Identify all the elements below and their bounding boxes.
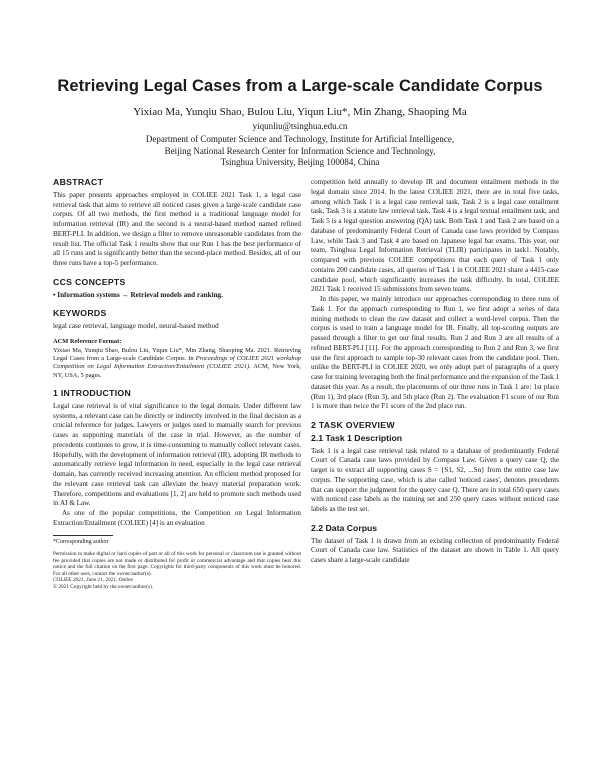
acm-reference-proceedings: Proceedings of COLIEE 2021 workshop Competition on Legal Information Extraction/Entailment (COLIEE 2021). bbox=[53, 354, 301, 371]
acm-reference-tail: ACM, New York, NY, USA, 5 pages. bbox=[53, 363, 301, 379]
permission-notice: Permission to make digital or hard copies of part or all of this work for personal or classroom use is granted without fee provided that copies are not made or distributed for profit or commercial advantage and that copies bear this notice and the full citation on the first page. Copyrights for third-party components of this work must be honored. For all other uses, contact the owner/author(s). bbox=[53, 551, 301, 577]
acm-reference-plain: Yixiao Ma, Yunqiu Shao, Bulou Liu, Yiqun Liu*, Min Zhang, Shaoping Ma. 2021. Retrieving Legal Cases from a Large-scale Candidate Corpus. In bbox=[53, 346, 301, 362]
right-column bbox=[311, 178, 559, 566]
corresponding-author-footnote: *Corresponding author bbox=[53, 538, 109, 545]
affiliation-line: Beijing National Research Center for Information Science and Technology, bbox=[164, 145, 436, 156]
abstract-text: This paper presents approaches employed in COLIEE 2021 Task 1, a legal case retrieval task that aims to retrieve all noticed cases given a large-scale candidate case corpus. Of all two methods, the first method is a traditional language model for information retrieval (IR) and the second is a neural-based method named refined BERT-PLI. In addition, we design a filter to remove unreasonable candidates from the result list. The official Task 1 results show that our Run 1 has the best performance of all 15 runs and is significantly better than the second-place method. Besides, all of our three runs have a top-5 performance. bbox=[53, 190, 301, 267]
author-list: Yixiao Ma, Yunqiu Shao, Bulou Liu, Yiqun Liu*, Min Zhang, Shaoping Ma bbox=[133, 106, 467, 118]
affiliation-line: Department of Computer Science and Technology, Institute for Artificial Intelligence, bbox=[145, 134, 455, 144]
acm-reference-text bbox=[53, 347, 301, 381]
ccs-text: • Information systems → Retrieval models and ranking. bbox=[53, 290, 223, 299]
abstract-heading: ABSTRACT bbox=[53, 177, 104, 187]
intro-continued-paragraph: competition held annually to develop IR and document entailment methods in the legal domain since 2014. In the latest COLIEE 2021, there are in total five tasks, among which Task 1 is a legal case retrieval task, Task 2 is a legal case entailment task, Task 3 is a statute law retrieval task, Task 4 is a legal textual entailment task, and Task 5 is a legal question answering (QA) task. Both Task 1 and Task 2 are based on a database of predominantly Federal Court of Canada case laws provided by Compass Law, while Task 3 and Task 4 are based on Japanese legal bar exams. This year, our team, Tsinghua Legal Information Retrieval (TLIR) participates in task1. Notably, compared with previous COLIEE competitions that each query of Task 1 only contains 200 candidate cases, all queries of Task 1 in COLIEE 2021 share a 4415-case candidate pool, which significantly increases the task difficulty. In total, COLIEE 2021 Task 1 received 15 submissions from seven teams. bbox=[311, 178, 559, 294]
task-description-paragraph: Task 1 is a legal case retrieval task related to a database of predominantly Federal Court of Canada case laws provided by Compass Law. Given a query case Q, the target is to extract all supporting cases S = {S1, S2, ...Sn} from the entire case law corpus. The supporting case, which is also called 'noticed cases', denotes precedents that can support the judgment for the query case Q. There are in total 650 query cases with noticed case labels as the training set and 250 query cases without noticed case labels as the test set. bbox=[311, 446, 559, 513]
intro-paragraph-1: Legal case retrieval is of vital significance to the legal domain. Under different law systems, a relevant case can be directly or indirectly involved in the final decision as a crucial reference for judges. Lawyers or judges used to manually search for previous cases as supporting materials of the case in trial. However, as the number of precedents continues to grow, it is time-consuming to manually collect relevant cases. Hopefully, with the development of information retrieval (IR), adopting IR methods to automatically retrieve legal information in need, especially in the legal case retrieval domain, has currently received increasing attention. An efficient method proposed for the relevant case retrieval task can alleviate the heavy material preparation work. Therefore, competitions and evaluations [1, 2] are held to promote such methods used in AI & Law. bbox=[53, 401, 301, 508]
task-overview-heading: 2 TASK OVERVIEW bbox=[311, 420, 395, 430]
acm-reference-heading: ACM Reference Format: bbox=[53, 337, 122, 345]
copyright-line: © 2021 Copyright held by the owner/author(s). bbox=[53, 584, 154, 590]
introduction-heading: 1 INTRODUCTION bbox=[53, 388, 132, 399]
approach-paragraph: In this paper, we mainly introduce our approaches corresponding to three runs of Task 1. For the approach corresponding to Run 1, we first adopt a series of data mining methods to clean the raw dataset and collect a word-level corpus. Then the corpus is used to train a language model for IR. Finally, all top-scoring outputs are passed through a filter to get our final results. Run 2 and Run 3 are all results of a refined BERT-PLI [11]. For the approach corresponding to Run 2 and Run 3, we first use the first approach to sample top-30 relevant cases from the candidate pool. Then, unlike the BERT-PLI in COLIEE 2020, we only adopt part of paragraphs of a query case for training leveraging both the final performance and the expansion of the Task 1 dataset this year. As a result, the placements of our three runs in Task 1 are: 1st place (Run 1), 3rd place (Run 3), and 5th place (Run 2). The evaluation F1 score of our Run 1 is more than twice the F1 score of the 2nd place run. bbox=[311, 295, 560, 411]
task-description-heading: 2.1 Task 1 Description bbox=[311, 432, 403, 443]
paper-title: Retrieving Legal Cases from a Large-scale Candidate Corpus bbox=[57, 77, 543, 95]
ccs-heading: CCS CONCEPTS bbox=[53, 276, 126, 287]
keywords-heading: KEYWORDS bbox=[53, 308, 107, 319]
venue-line: COLIEE 2021, June 21, 2021, Online bbox=[53, 577, 134, 584]
data-corpus-heading: 2.2 Data Corpus bbox=[311, 522, 378, 533]
intro-paragraph-2: As one of the popular competitions, the Competition on Legal Information Extraction/Entailment (COLIEE) [4] is an evaluation bbox=[53, 509, 301, 527]
data-corpus-paragraph: The dataset of Task 1 is drawn from an existing collection of predominantly Federal Court of Canada case law. Statistics of the dataset are shown in Table 1. All query cases share a large-scale candidate bbox=[311, 536, 559, 564]
author-email[interactable]: yiqunliu@tsinghua.edu.cn bbox=[252, 121, 348, 131]
keywords-text: legal case retrieval, language model, neural-based method bbox=[53, 322, 219, 330]
left-column bbox=[53, 178, 301, 591]
affiliation bbox=[40, 134, 560, 169]
affiliation-line: Tsinghua University, Beijing 100084, China bbox=[220, 157, 380, 168]
footnote-rule bbox=[53, 535, 113, 536]
